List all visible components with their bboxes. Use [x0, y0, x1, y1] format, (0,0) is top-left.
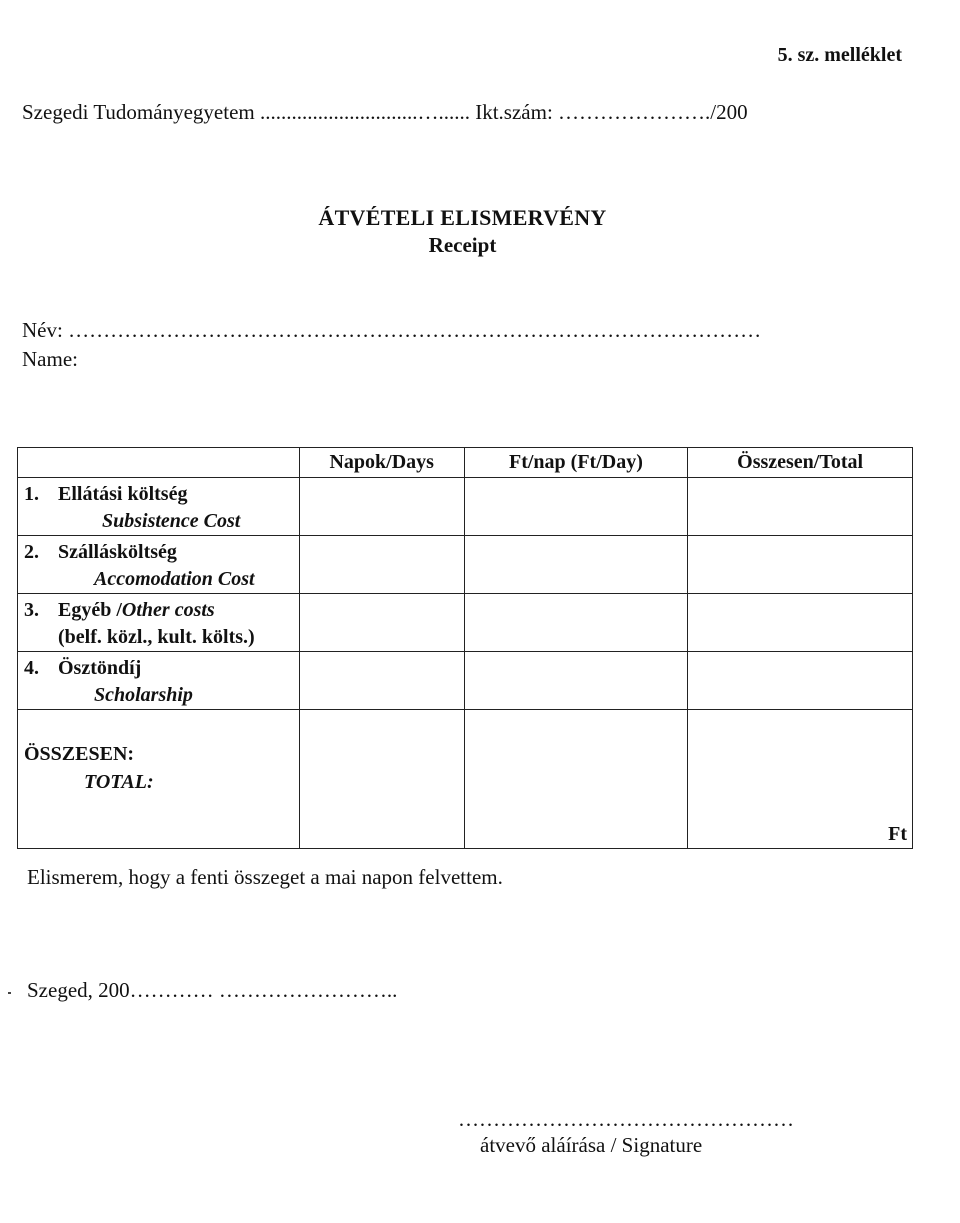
total-label-en: TOTAL: — [84, 771, 154, 793]
header-cell-total: Összesen/Total — [688, 448, 913, 478]
row-title-hu: Egyéb / — [58, 599, 122, 621]
days-cell[interactable] — [299, 594, 464, 652]
row-detail: (belf. közl., kult. költs.) — [58, 626, 255, 648]
row-label-accommodation — [18, 536, 300, 594]
row-label-other — [18, 594, 300, 652]
currency-label: Ft — [888, 823, 907, 845]
name-label-en: Name: — [22, 347, 78, 371]
name-label-hu: Név: — [22, 318, 63, 342]
grand-total-cell[interactable] — [688, 710, 913, 849]
header-cell-blank — [18, 448, 300, 478]
document-title: ÁTVÉTELI ELISMERVÉNY — [318, 205, 607, 230]
row-number: 2. — [24, 541, 39, 563]
cost-table — [17, 447, 913, 849]
row-title-hu: Ösztöndíj — [58, 657, 142, 679]
row-label-subsistence — [18, 478, 300, 536]
table-row — [18, 594, 913, 652]
rate-cell[interactable] — [464, 594, 688, 652]
table-row — [18, 478, 913, 536]
header-line — [22, 100, 748, 125]
signature-line[interactable]: ………………………………………… — [458, 1107, 794, 1131]
total-label — [18, 710, 300, 849]
name-dots: ……………………………………………………………………………………… — [68, 318, 762, 342]
place-date-line: Szeged, 200………… …………………….. — [27, 978, 398, 1002]
table-total-row — [18, 710, 913, 849]
reference-suffix: /200 — [710, 100, 748, 124]
total-cell[interactable] — [688, 594, 913, 652]
row-number: 1. — [24, 483, 39, 505]
signature-label: átvevő aláírása / Signature — [480, 1133, 703, 1157]
title-block — [0, 205, 925, 258]
header-cell-rate: Ft/nap (Ft/Day) — [464, 448, 688, 478]
reference-label: Ikt.szám: — [475, 100, 553, 124]
rate-cell[interactable] — [464, 536, 688, 594]
row-title-en: Other costs — [121, 599, 215, 621]
table-row — [18, 536, 913, 594]
rate-cell[interactable] — [464, 652, 688, 710]
total-cell[interactable] — [688, 652, 913, 710]
row-label-scholarship — [18, 652, 300, 710]
reference-dots: …………………. — [558, 100, 711, 124]
institution-name: Szegedi Tudományegyetem — [22, 100, 255, 124]
days-cell[interactable] — [299, 652, 464, 710]
row-title-hu: Ellátási költség — [58, 483, 188, 505]
row-number: 3. — [24, 599, 39, 621]
total-label-hu: ÖSSZESEN: — [24, 743, 135, 765]
row-title-en: Scholarship — [94, 684, 193, 706]
total-rate-cell[interactable] — [464, 710, 688, 849]
document-subtitle: Receipt — [428, 233, 497, 257]
row-title-en: Subsistence Cost — [102, 510, 241, 532]
total-cell[interactable] — [688, 536, 913, 594]
name-field — [22, 318, 761, 343]
institution-dots: ..............................…...... — [259, 100, 470, 124]
table-row — [18, 652, 913, 710]
scan-speck — [8, 992, 11, 994]
header-cell-days: Napok/Days — [299, 448, 464, 478]
row-title-hu: Szállásköltség — [58, 541, 177, 563]
table-header-row — [18, 448, 913, 478]
days-cell[interactable] — [299, 536, 464, 594]
row-title-en: Accomodation Cost — [94, 568, 255, 590]
total-cell[interactable] — [688, 478, 913, 536]
rate-cell[interactable] — [464, 478, 688, 536]
acknowledgement-text: Elismerem, hogy a fenti összeget a mai napon felvettem. — [27, 865, 503, 889]
days-cell[interactable] — [299, 478, 464, 536]
annex-label: 5. sz. melléklet — [777, 44, 902, 66]
row-number: 4. — [24, 657, 39, 679]
total-days-cell[interactable] — [299, 710, 464, 849]
